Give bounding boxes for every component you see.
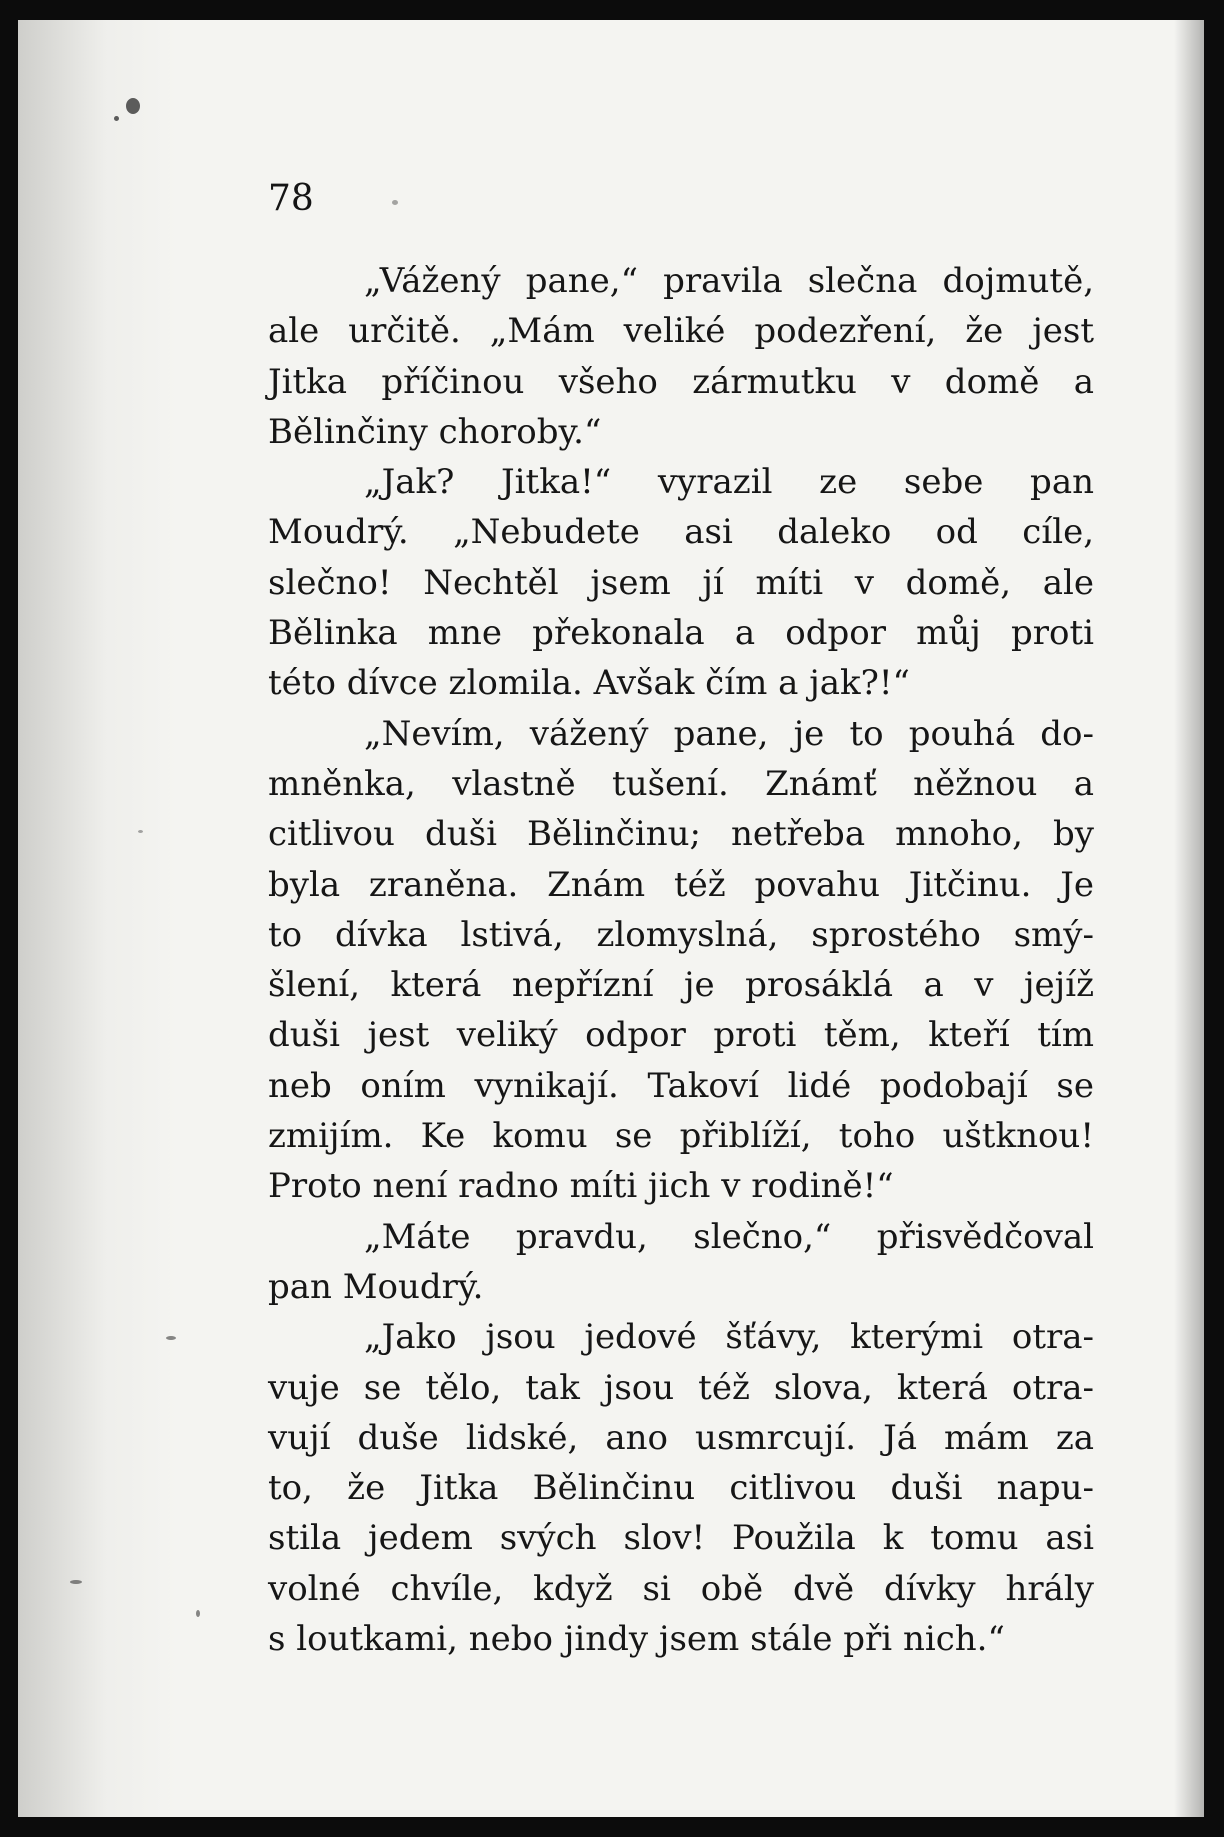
text-line: pan Moudrý. — [268, 1266, 484, 1307]
text-line: zmijím. Ke komu se přiblíží, toho uštknou! — [268, 1116, 1094, 1157]
text-line: Jitka příčinou všeho zármutku v domě a — [268, 361, 1094, 402]
page-number: 78 — [268, 178, 314, 219]
ink-speck — [114, 116, 119, 121]
text-line: Bělinčiny choroby.“ — [268, 411, 602, 452]
text-line: „Máte pravdu, slečno,“ přisvědčoval — [364, 1216, 1094, 1257]
text-line: byla zraněna. Znám též povahu Jitčinu. Je — [268, 864, 1094, 905]
text-line: stila jedem svých slov! Použila k tomu asi — [268, 1518, 1094, 1559]
text-line: citlivou duši Bělinčinu; netřeba mnoho, by — [268, 814, 1094, 855]
text-line: Proto není radno míti jich v rodině!“ — [268, 1166, 894, 1207]
text-line: „Nevím, vážený pane, je to pouhá do- — [364, 713, 1094, 754]
text-line: této dívce zlomila. Avšak čím a jak?!“ — [268, 663, 910, 704]
ink-blot — [126, 98, 140, 114]
text-line: to, že Jitka Bělinčinu citlivou duši napu- — [268, 1468, 1094, 1509]
ink-speck — [138, 830, 143, 833]
ink-speck — [70, 1580, 82, 1584]
text-line: neb oním vynikají. Takoví lidé podobají se — [268, 1065, 1094, 1106]
text-line: ale určitě. „Mám veliké podezření, že jest — [268, 311, 1094, 352]
text-line: vují duše lidské, ano usmrcují. Já mám za — [268, 1417, 1094, 1458]
text-line: šlení, která nepřízní je prosáklá a v jejíž — [268, 965, 1094, 1006]
ink-speck — [166, 1336, 176, 1340]
text-line: „Vážený pane,“ pravila slečna dojmutě, — [364, 261, 1094, 301]
book-page-scan — [18, 20, 1204, 1817]
text-line: to dívka lstivá, zlomyslná, sprostého smý- — [268, 914, 1094, 955]
text-line: „Jak? Jitka!“ vyrazil ze sebe pan — [364, 462, 1094, 503]
text-line: s loutkami, nebo jindy jsem stále při nich.“ — [268, 1619, 1005, 1660]
text-line: „Jako jsou jedové šťávy, kterými otra- — [364, 1317, 1094, 1358]
text-line: volné chvíle, když si obě dvě dívky hrály — [268, 1568, 1094, 1609]
ink-speck — [392, 200, 398, 205]
text-line: slečno! Nechtěl jsem jí míti v domě, ale — [268, 562, 1094, 603]
text-line: Moudrý. „Nebudete asi daleko od cíle, — [268, 512, 1094, 553]
ink-speck — [196, 1610, 200, 1617]
text-line: mněnka, vlastně tušení. Známť něžnou a — [268, 763, 1094, 804]
body-text — [268, 256, 1094, 1664]
text-line: duši jest veliký odpor proti těm, kteří tím — [268, 1015, 1094, 1056]
text-line: Bělinka mne překonala a odpor můj proti — [268, 613, 1094, 654]
text-line: vuje se tělo, tak jsou též slova, která otra- — [268, 1367, 1094, 1408]
